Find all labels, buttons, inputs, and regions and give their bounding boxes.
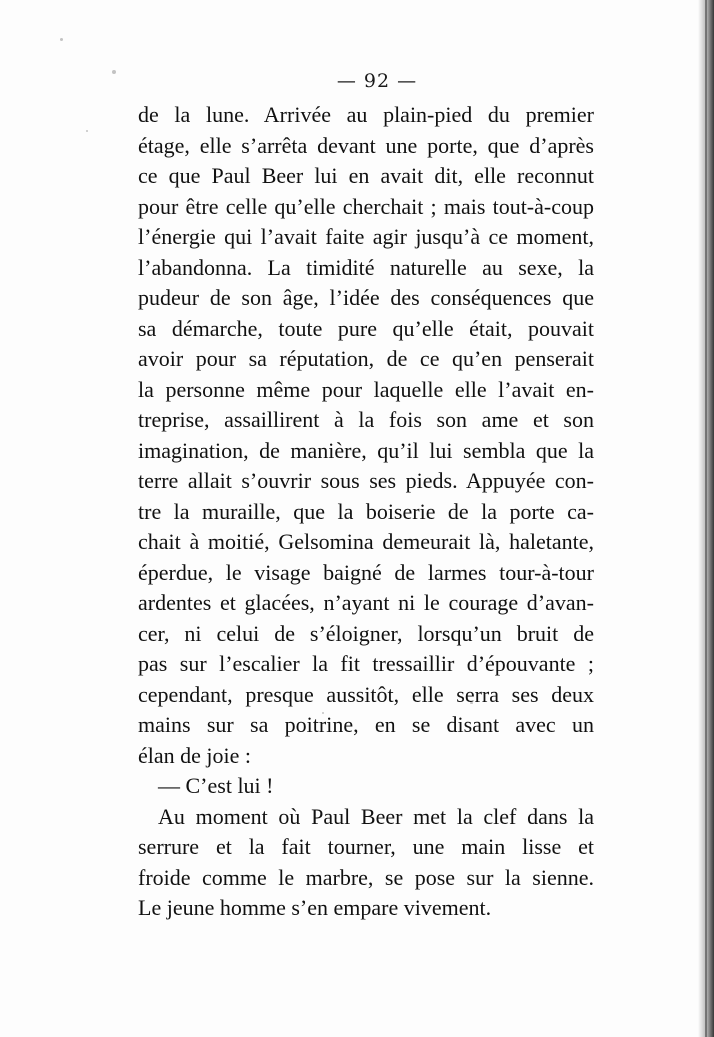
text-line: froide comme le marbre, se pose sur la sienne. [138,864,594,890]
page-edge-line [705,0,707,1037]
text-line: cer, ni celui de s’éloigner, lorsqu’un bruit de [138,620,594,646]
text-line: imagination, de manière, qu’il lui sembla que la [138,437,594,463]
text-line: de la lune. Arrivée au plain-pied du premier [138,102,594,127]
text-line: pudeur de son âge, l’idée des conséquences que [138,285,594,310]
text-line: sa démarche, toute pure qu’elle était, pouvait [138,315,594,341]
text-line: tre la muraille, que la boiserie de la porte ca- [138,498,594,524]
text-line: la personne même pour laquelle elle l’avait en- [138,376,594,402]
text-line: pas sur l’escalier la fit tressaillir d’épouvante ; [138,651,594,676]
text-line: éperdue, le visage baigné de larmes tour-à-tour [138,559,594,585]
text-line: treprise, assaillirent à la fois son ame et son [138,407,594,432]
text-line: Le jeune homme s’en empare vivement. [138,895,492,920]
page-body-text [138,100,594,924]
text-line: ardentes et glacées, n’ayant ni le courage d’avan- [138,590,594,615]
text-line: l’abandonna. La timidité naturelle au sexe, la [138,254,594,280]
text-line: avoir pour sa réputation, de ce qu’en penserait [138,346,594,371]
text-line: terre allait s’ouvrir sous ses pieds. Appuyée con- [138,468,594,493]
text-line: mains sur sa poitrine, en se disant avec un [138,712,594,737]
text-line: étage, elle s’arrêta devant une porte, que d’après [138,132,594,158]
text-line: pour être celle qu’elle cherchait ; mais tout-à-coup [138,193,594,219]
text-line: ce que Paul Beer lui en avait dit, elle reconnut [138,163,594,188]
text-line: Au moment où Paul Beer met la clef dans la [158,803,594,829]
text-line: cependant, presque aussitôt, elle serra ses deux [138,681,594,707]
paper-speck [86,130,88,132]
text-line: serrure et la fait tourner, une main lisse et [138,834,594,859]
text-line: chait à moitié, Gelsomina demeurait là, haletante, [138,529,594,554]
page-number: — 92 — [336,70,418,92]
paper-speck [60,38,63,41]
text-line: élan de joie : [138,742,252,768]
text-line: — C’est lui ! [158,773,274,798]
text-line: l’énergie qui l’avait faite agir jusqu’à ce moment, [138,224,594,249]
